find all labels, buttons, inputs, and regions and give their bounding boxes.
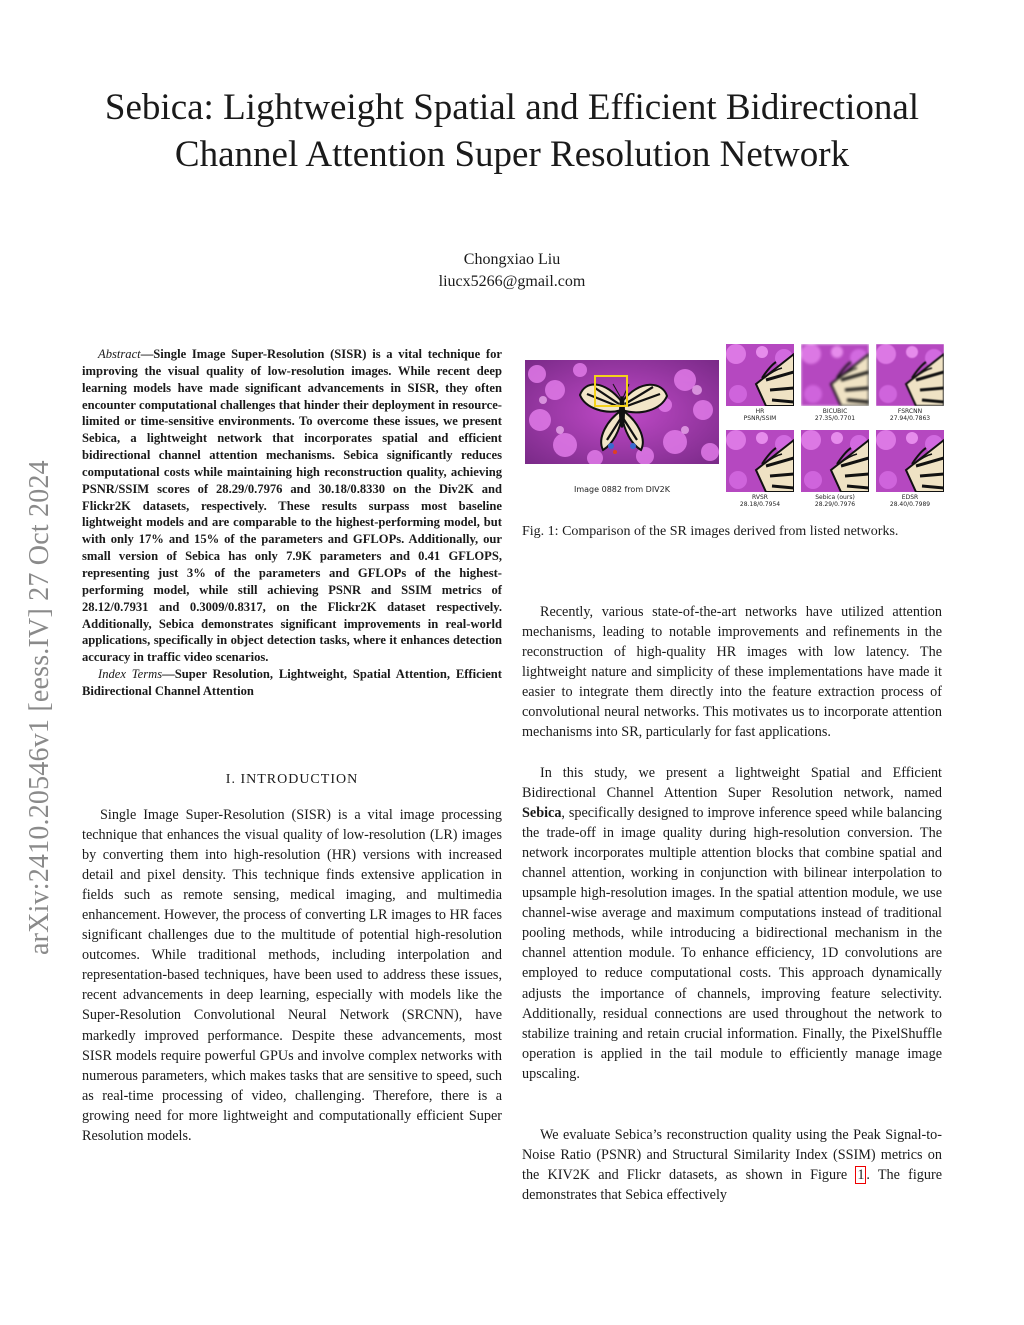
right-p2-end: , specifically designed to improve inference speed while balancing the trade-off in image quality during high-resolution conversion. The network incorporates multiple attention blocks that combine spatial and channel attention, working in conjunction with bilinear interpolation to upsample high-resolution images. In the spatial attention module, we use channel-wise average and maximum computations instead of traditional pooling methods, while introducing a bidirectional mechanism in the channel attention module. To enhance efficiency, 1D convolutions are employed to reduce computational costs. This approach dynamically adjusts the importance of channels, improving feature selectivity. Additionally, residual connections are used throughout the network to stabilize training and retain crucial information. Finally, the PixelShuffle operation is applied in the tail module to efficiently manage image upscaling. [522,805,942,1082]
right-p3-start: We evaluate Sebica’s reconstruction quality using the Peak Signal-to-Noise Ratio (PSNR) and Structural Similarity Index (SSIM) metrics on the KIV2K and Flickr datasets, as shown in Figure [522,1127,942,1184]
index-terms-text: —Super Resolution, Lightweight, Spatial Attention, Efficient Bidirectional Channel Attention [82,667,502,698]
index-terms-label: Index Terms [98,667,163,682]
butterfly-crop-illustration [726,344,794,406]
crop-label [795,408,875,422]
crop-image [876,344,944,406]
crop-image [726,344,794,406]
butterfly-illustration [525,360,719,464]
crop-image [726,430,794,492]
author-email: liucx5266@gmail.com [438,273,586,290]
crop-label [795,494,875,508]
crop-image [801,430,869,492]
crop-score: PSNR/SSIM [743,415,777,422]
abstract [82,346,502,700]
crop-image [876,430,944,492]
figure-main-label: Image 0882 from DIV2K [574,485,670,494]
crop-label [870,494,950,508]
crop-label [720,494,800,508]
figure-1 [522,344,944,514]
crop-score: 27.94/0.7863 [889,415,931,422]
crop-score: 28.40/0.7989 [889,501,931,508]
butterfly-crop-illustration [801,430,869,492]
right-p2-start: In this study, we present a lightweight Spatial and Efficient Bidirectional Channel Attention Super Resolution network, named [522,765,942,802]
crop-score: 27.35/0.7701 [814,415,856,422]
arxiv-identifier: arXiv:2410.20546v1 [eess.IV] 27 Oct 2024 [24,460,55,955]
crop-method-name: Sebica (ours) [815,494,855,501]
crop-score: 28.29/0.7976 [814,501,856,508]
crop-score: 28.18/0.7954 [739,501,781,508]
right-paragraph-3 [522,1125,942,1205]
butterfly-crop-illustration [876,430,944,492]
paper-title: Sebica: Lightweight Spatial and Efficient Bidirectional Channel Attention Super Resolution Network [104,87,920,175]
crop-method-name: EDSR [901,494,919,501]
right-paragraph-2 [522,763,942,1084]
author-name: Chongxiao Liu [463,251,561,268]
butterfly-crop-illustration [876,344,944,406]
intro-paragraph: Single Image Super-Resolution (SISR) is a vital image processing technique that enhances the visual quality of low-resolution (LR) images by converting them into high-resolution (HR) versions with increased detail and pixel density. This technique finds extensive application in fields such as remote sensing, medical imaging, and multimedia enhancement. However, the process of converting LR images to HR faces significant challenges due to the multitude of potential high-resolution outcomes. While traditional methods, including interpolation and representation-based techniques, have been used to address these issues, recent advancements in deep learning, especially with models like the Super-Resolution Convolutional Neural Network (SRCNN), have markedly improved performance. Despite these advancements, most SISR models require powerful GPUs and involve complex networks with numerous parameters, which makes tasks that are sensitive to speed, such as real-time processing of video, challenging. Therefore, there is a growing need for more lightweight and computationally efficient Super Resolution models. [82,807,502,1144]
crop-method-name: RVSR [752,494,768,501]
abstract-text: —Single Image Super-Resolution (SISR) is a vital technique for improving the visual quality of low-resolution images. While recent deep learning models have made significant advancements in SISR, they often encounter computational challenges that hinder their deployment in resource-limited or time-sensitive environments. To overcome these issues, we present Sebica, a lightweight network that incorporates spatial and efficient bidirectional channel attention mechanisms. Sebica significantly reduces computational costs while maintaining high reconstruction quality, achieving PSNR/SSIM scores of 28.29/0.7976 and 30.18/0.8330 on the Div2K and Flickr2K datasets, respectively. These results surpass most baseline lightweight models and are comparable to the highest-performing model, but with only 17% and 15% of the parameters and GFLOPs. Additionally, our small version of Sebica has only 7.9K parameters and 0.41 GFLOPS, representing just 3% of the parameters and GFLOPs of the highest-performing model, while still achieving PSNR and SSIM metrics of 28.12/0.7931 and 0.3009/0.8317, on the Flickr2K dataset respectively. Additionally, Sebica demonstrates significant improvements in real-world applications, specifically in object detection tasks, where it enhances detection accuracy in traffic video scenarios. [82,347,502,665]
abstract-label: Abstract [98,347,141,361]
figure-reference-link[interactable]: 1 [857,1167,865,1184]
butterfly-crop-illustration [726,430,794,492]
crop-image [801,344,869,406]
crop-method-name: BICUBIC [822,408,848,415]
section-heading-introduction: I. INTRODUCTION [225,772,359,787]
figure-caption: Fig. 1: Comparison of the SR images derived from listed networks. [522,524,899,539]
right-p3-end: . The figure demonstrates that Sebica effectively [522,1167,942,1204]
crop-method-name: HR [755,408,765,415]
crop-label [870,408,950,422]
right-paragraph-1: Recently, various state-of-the-art networks have utilized attention mechanisms, leading to notable improvements and refinements in the reconstruction of high-quality HR images with low latency. The lightweight nature and simplicity of these implementations have made it easier to integrate them directly into the feature extraction process of convolutional neural networks. This motivates us to incorporate attention mechanisms into SR, particularly for fast applications. [522,604,942,741]
crop-label [720,408,800,422]
butterfly-crop-illustration [801,344,869,406]
butterfly-image [525,360,719,464]
crop-method-name: FSRCNN [897,408,923,415]
right-p2-bold: Sebica [522,805,562,822]
